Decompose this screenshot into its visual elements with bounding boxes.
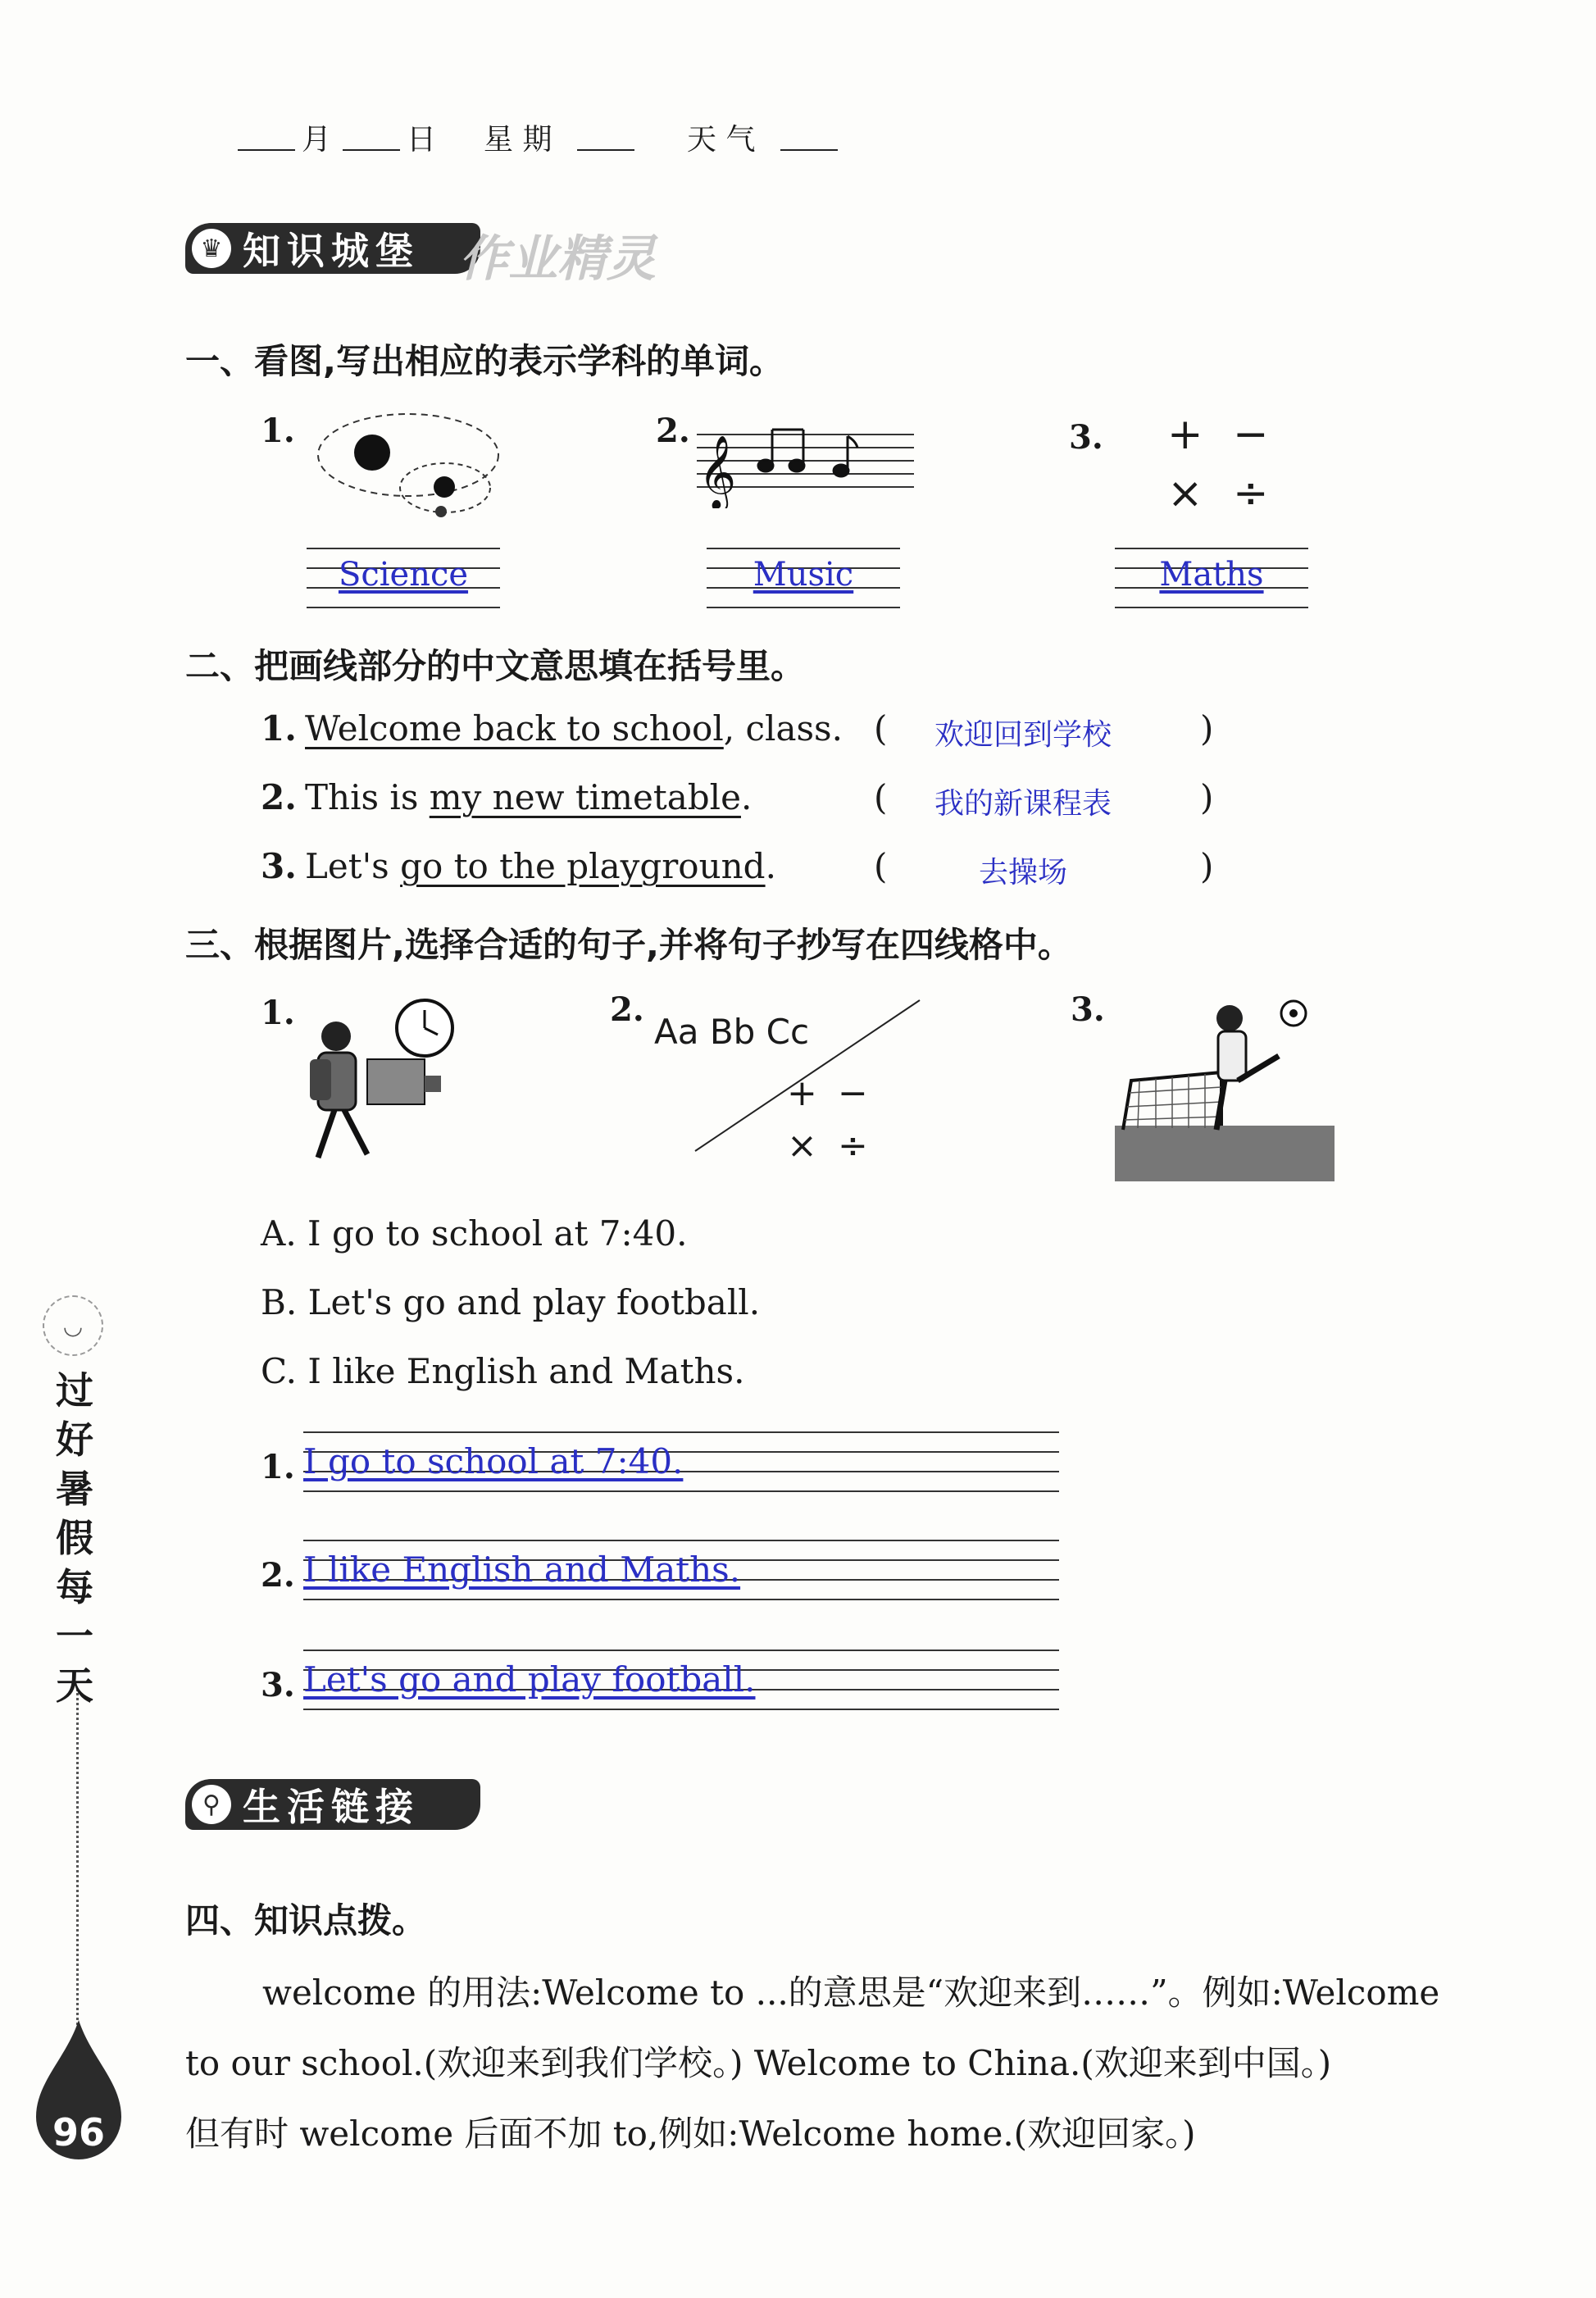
underlined-phrase: go to the playground	[400, 846, 766, 886]
music-notes-icon	[697, 418, 918, 508]
link-icon: ⚲	[192, 1785, 231, 1824]
item-number: 2.	[261, 777, 297, 817]
q2-row-2: 2. This is my new timetable. ( 我的新课程表 )	[261, 777, 1214, 821]
item-number: 2.	[261, 1556, 295, 1595]
sidebar-char-7: 天	[56, 1663, 93, 1708]
q4-line-1: welcome 的用法:Welcome to ...的意思是“欢迎来到……”。例如:Welcome	[262, 1973, 1440, 2013]
q3-answer-2: I like English and Maths.	[303, 1549, 741, 1590]
sidebar-char-3: 暑	[56, 1467, 93, 1511]
paren-close: )	[1200, 777, 1214, 817]
planet-orbit-icon	[310, 410, 523, 525]
q3-answer-3: Let's go and play football.	[303, 1659, 756, 1700]
item-number: 3.	[261, 846, 297, 886]
q1-answer-1: Science	[338, 556, 469, 594]
sidebar-char-6: 一	[56, 1614, 93, 1659]
header-weather: 天 气	[687, 123, 756, 157]
q2-answer-2: 我的新课程表	[934, 787, 1112, 821]
q1-item-1	[261, 410, 531, 623]
q3-answer-1: I go to school at 7:40.	[303, 1441, 684, 1481]
paren-open: (	[874, 708, 888, 749]
item-number: 3.	[1071, 990, 1105, 1029]
section-tab-life-link	[185, 1779, 480, 1830]
header-weekday: 星 期	[484, 123, 552, 157]
q1-item-3	[1069, 410, 1339, 623]
q1-item-2	[656, 410, 926, 623]
paren-open: (	[874, 846, 888, 886]
q2-row-1: 1. Welcome back to school, class. ( 欢迎回到学校 )	[261, 708, 1214, 752]
item-number: 1.	[261, 1448, 295, 1486]
student-walking-icon	[302, 994, 482, 1182]
q3-option-b: B. Let's go and play football.	[261, 1282, 761, 1322]
item-number: 2.	[656, 412, 690, 450]
plus-symbol: +	[1167, 410, 1203, 459]
sidebar-char-2: 好	[56, 1417, 93, 1462]
q3-answer-row-3	[261, 1645, 1064, 1718]
q1-answer-2: Music	[753, 556, 854, 594]
svg-text:𝄞: 𝄞	[698, 435, 737, 508]
section-title: 知识城堡	[243, 229, 420, 273]
item-number: 1.	[261, 412, 295, 450]
sidebar-char-5: 每	[56, 1565, 93, 1609]
q3-title: 三、根据图片,选择合适的句子,并将句子抄写在四线格中。	[185, 925, 1072, 965]
paren-close: )	[1200, 708, 1214, 749]
q3-answer-row-1	[261, 1427, 1064, 1500]
sun-icon: ◡	[43, 1295, 103, 1356]
q2-title: 二、把画线部分的中文意思填在括号里。	[185, 646, 806, 686]
item-number: 2.	[610, 990, 644, 1029]
q4-paragraph	[185, 1958, 1464, 2169]
sidebar-char-4: 假	[56, 1516, 93, 1560]
q4-title: 四、知识点拨。	[185, 1900, 427, 1941]
q2-answer-3: 去操场	[978, 856, 1067, 890]
paren-open: (	[874, 777, 888, 817]
math-symbols-icon	[1167, 410, 1298, 525]
crown-icon: ♛	[192, 229, 231, 268]
q3-picture-2	[610, 990, 921, 1187]
header-day: 日	[407, 123, 437, 157]
q1-title: 一、看图,写出相应的表示学科的单词。	[185, 341, 784, 381]
q4-line-3: 但有时 welcome 后面不加 to,例如:Welcome home.(欢迎回家。)	[185, 2114, 1196, 2154]
underlined-phrase: my new timetable	[429, 777, 741, 817]
times-symbol: ×	[1167, 469, 1203, 518]
q4-line-2: to our school.(欢迎来到我们学校。) Welcome to China.(欢迎来到中国。)	[185, 2043, 1332, 2083]
date-header	[238, 116, 861, 157]
item-number: 3.	[1069, 418, 1103, 457]
header-month: 月	[302, 123, 332, 157]
item-number: 1.	[261, 708, 297, 749]
paren-close: )	[1200, 846, 1214, 886]
boy-playing-football-icon	[1115, 999, 1336, 1183]
section-tab-knowledge-castle	[185, 223, 480, 274]
sidebar-char-1: 过	[56, 1368, 93, 1413]
q3-option-a: A. I go to school at 7:40.	[261, 1213, 688, 1254]
minus-symbol: −	[1233, 410, 1269, 459]
q1-answer-3: Maths	[1159, 556, 1264, 594]
alphabet-letters: Aa Bb Cc	[654, 1012, 810, 1052]
page-number: 96	[52, 2110, 105, 2155]
q3-option-c: C. I like English and Maths.	[261, 1351, 745, 1391]
q2-row-3: 3. Let's go to the playground. ( 去操场 )	[261, 846, 1214, 890]
item-number: 3.	[261, 1666, 295, 1704]
section-title: 生活链接	[243, 1785, 420, 1829]
watermark: 作业精灵	[459, 230, 656, 288]
underlined-phrase: Welcome back to school	[305, 708, 724, 749]
item-number: 1.	[261, 994, 295, 1032]
q3-picture-3	[1071, 990, 1341, 1187]
divide-symbol: ÷	[1233, 469, 1269, 518]
q3-picture-1	[261, 994, 474, 1190]
q2-answer-1: 欢迎回到学校	[934, 718, 1112, 752]
q3-answer-row-2	[261, 1535, 1064, 1609]
math-symbols-icon: + − × ÷	[787, 1072, 868, 1167]
